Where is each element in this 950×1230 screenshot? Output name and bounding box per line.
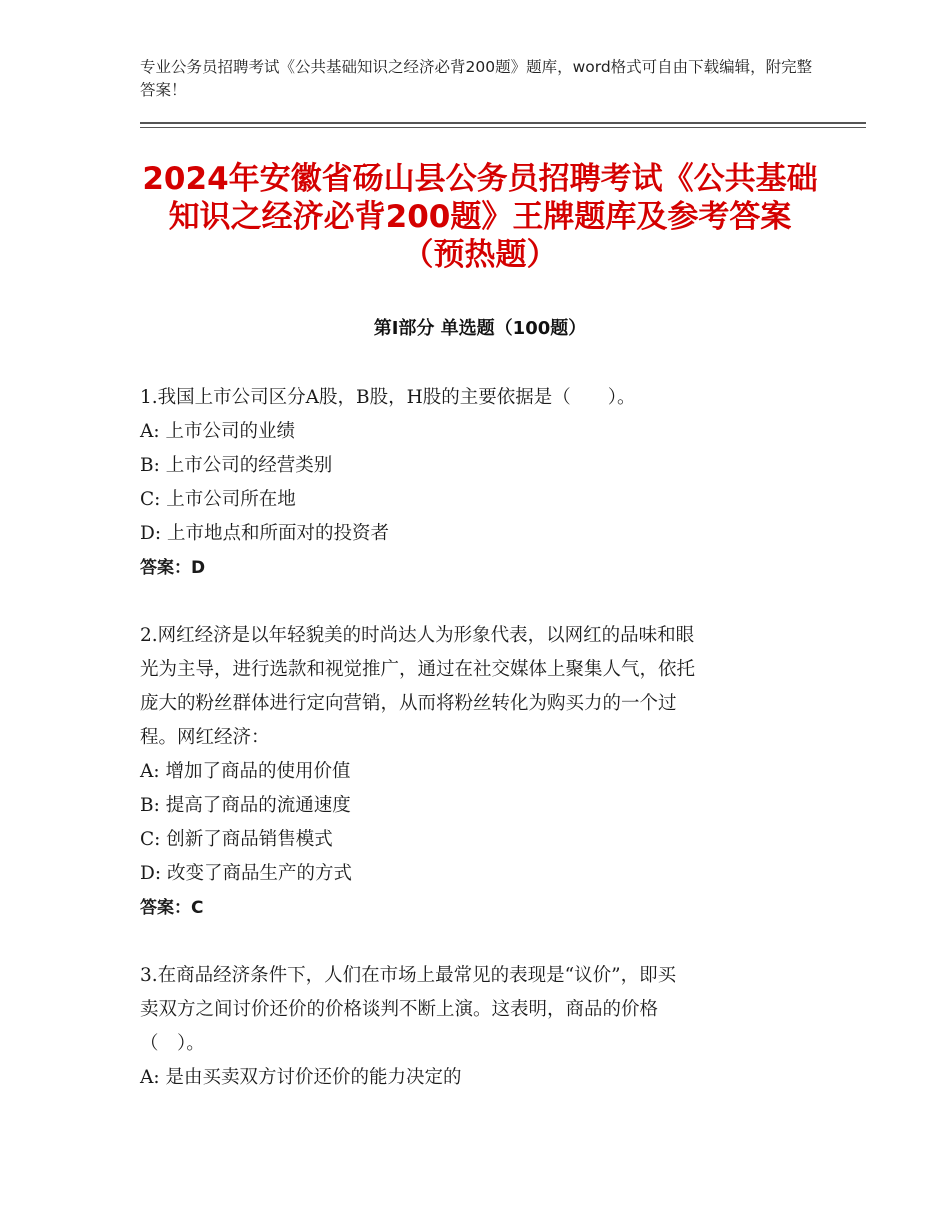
section-title: 第Ⅰ部分 单选题（100题） [373, 318, 587, 339]
question-stem-line: （ ）。 [140, 1033, 205, 1054]
question-1 [140, 381, 810, 585]
header-note: 专业公务员招聘考试《公共基础知识之经济必背200题》题库，word格式可自由下载编辑，附完整答案！ [140, 58, 813, 99]
question-stem-line: 卖双方之间讨价还价的价格谈判不断上演。这表明，商品的价格 [140, 999, 659, 1020]
question-stem-line: 程。网红经济： [140, 727, 270, 748]
option-a: A: 增加了商品的使用价值 [140, 761, 351, 782]
question-stem-line: 1.我国上市公司区分A股，B股，H股的主要依据是（ ）。 [140, 387, 636, 408]
option-b: B: 提高了商品的流通速度 [140, 795, 351, 816]
option-c: C: 上市公司所在地 [140, 489, 296, 510]
option-d: D: 上市地点和所面对的投资者 [140, 523, 389, 544]
option-a: A: 上市公司的业绩 [140, 421, 295, 442]
option-d: D: 改变了商品生产的方式 [140, 863, 352, 884]
option-b: B: 上市公司的经营类别 [140, 455, 333, 476]
answer: 答案：C [140, 898, 204, 918]
question-3 [140, 959, 810, 1095]
answer: 答案：D [140, 558, 206, 578]
question-stem-line: 3.在商品经济条件下，人们在市场上最常见的表现是“议价”，即买 [140, 965, 677, 986]
document-title: 2024年安徽省砀山县公务员招聘考试《公共基础知识之经济必背200题》王牌题库及参考答案（预热题） [142, 161, 818, 273]
question-list [140, 381, 810, 1129]
header-rule [140, 122, 866, 124]
question-stem-line: 光为主导，进行选款和视觉推广，通过在社交媒体上聚集人气，依托 [140, 659, 696, 680]
question-stem-line: 庞大的粉丝群体进行定向营销，从而将粉丝转化为购买力的一个过 [140, 693, 677, 714]
header-rule-thin [140, 127, 866, 128]
option-a: A: 是由买卖双方讨价还价的能力决定的 [140, 1067, 462, 1088]
option-c: C: 创新了商品销售模式 [140, 829, 333, 850]
question-2 [140, 619, 810, 925]
question-stem-line: 2.网红经济是以年轻貌美的时尚达人为形象代表，以网红的品味和眼 [140, 625, 695, 646]
